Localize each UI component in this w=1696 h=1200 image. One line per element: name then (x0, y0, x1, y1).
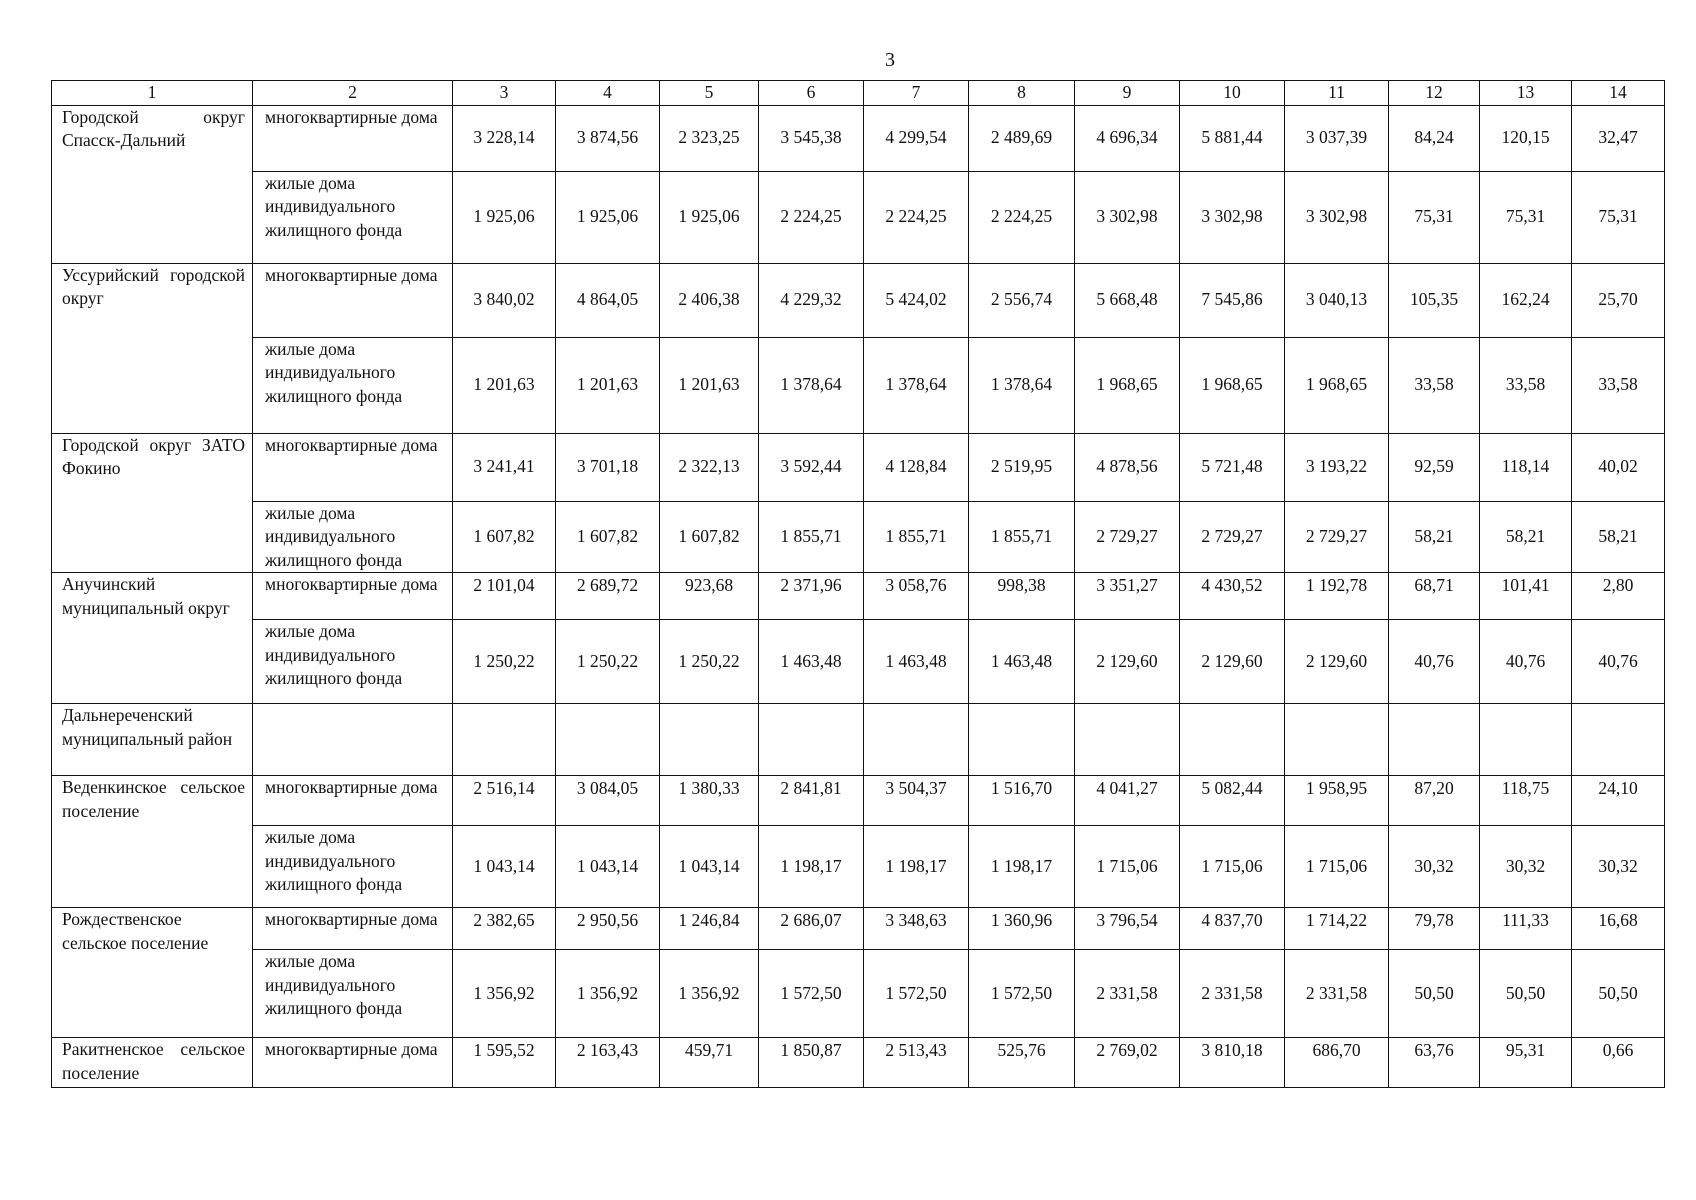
value-cell: 5 668,48 (1075, 263, 1180, 337)
value-cell: 40,76 (1572, 620, 1665, 704)
value-cell: 998,38 (969, 573, 1075, 620)
municipality-name: Дальнереченский муниципальный район (52, 704, 253, 776)
empty-cell (1180, 704, 1285, 776)
value-cell: 40,02 (1572, 433, 1665, 501)
housing-type: жилые дома индивидуального жилищного фонда (253, 501, 453, 573)
value-cell: 79,78 (1389, 908, 1480, 950)
value-cell: 2 101,04 (453, 573, 556, 620)
value-cell: 1 360,96 (969, 908, 1075, 950)
value-cell: 1 607,82 (556, 501, 660, 573)
value-cell: 1 572,50 (864, 950, 969, 1038)
header-cell: 10 (1180, 81, 1285, 106)
value-cell: 1 715,06 (1075, 826, 1180, 908)
value-cell: 1 925,06 (556, 171, 660, 263)
value-cell: 87,20 (1389, 776, 1480, 826)
municipality-name: Городской округ ЗАТО Фокино (52, 433, 253, 573)
housing-type: многоквартирные дома (253, 1038, 453, 1088)
header-cell: 12 (1389, 81, 1480, 106)
table-body (52, 81, 1665, 1088)
value-cell: 3 084,05 (556, 776, 660, 826)
value-cell: 2 406,38 (660, 263, 759, 337)
value-cell: 2 489,69 (969, 105, 1075, 171)
value-cell: 2 689,72 (556, 573, 660, 620)
value-cell: 30,32 (1389, 826, 1480, 908)
header-cell: 5 (660, 81, 759, 106)
header-cell: 7 (864, 81, 969, 106)
empty-cell (1389, 704, 1480, 776)
value-cell: 63,76 (1389, 1038, 1480, 1088)
value-cell: 686,70 (1285, 1038, 1389, 1088)
value-cell: 105,35 (1389, 263, 1480, 337)
value-cell: 1 516,70 (969, 776, 1075, 826)
housing-type: многоквартирные дома (253, 105, 453, 171)
value-cell: 3 701,18 (556, 433, 660, 501)
value-cell: 1 572,50 (969, 950, 1075, 1038)
value-cell: 1 198,17 (864, 826, 969, 908)
header-cell: 6 (759, 81, 864, 106)
value-cell: 33,58 (1572, 337, 1665, 433)
value-cell: 1 855,71 (969, 501, 1075, 573)
value-cell: 1 043,14 (556, 826, 660, 908)
value-cell: 68,71 (1389, 573, 1480, 620)
empty-cell (556, 704, 660, 776)
value-cell: 2 129,60 (1285, 620, 1389, 704)
value-cell: 1 192,78 (1285, 573, 1389, 620)
value-cell: 3 302,98 (1075, 171, 1180, 263)
value-cell: 4 229,32 (759, 263, 864, 337)
value-cell: 2 163,43 (556, 1038, 660, 1088)
value-cell: 3 351,27 (1075, 573, 1180, 620)
value-cell: 58,21 (1389, 501, 1480, 573)
value-cell: 3 874,56 (556, 105, 660, 171)
value-cell: 4 878,56 (1075, 433, 1180, 501)
empty-cell (660, 704, 759, 776)
header-cell: 2 (253, 81, 453, 106)
value-cell: 1 201,63 (453, 337, 556, 433)
value-cell: 459,71 (660, 1038, 759, 1088)
header-cell: 9 (1075, 81, 1180, 106)
value-cell: 2 331,58 (1180, 950, 1285, 1038)
value-cell: 16,68 (1572, 908, 1665, 950)
value-cell: 1 201,63 (660, 337, 759, 433)
value-cell: 1 250,22 (453, 620, 556, 704)
housing-type: многоквартирные дома (253, 433, 453, 501)
value-cell: 3 037,39 (1285, 105, 1389, 171)
value-cell: 101,41 (1480, 573, 1572, 620)
table-row (52, 573, 1665, 620)
value-cell: 2 729,27 (1075, 501, 1180, 573)
value-cell: 40,76 (1389, 620, 1480, 704)
value-cell: 92,59 (1389, 433, 1480, 501)
value-cell: 1 855,71 (759, 501, 864, 573)
value-cell: 1 246,84 (660, 908, 759, 950)
value-cell: 3 040,13 (1285, 263, 1389, 337)
value-cell: 33,58 (1389, 337, 1480, 433)
value-cell: 5 082,44 (1180, 776, 1285, 826)
housing-type: многоквартирные дома (253, 573, 453, 620)
value-cell: 1 715,06 (1285, 826, 1389, 908)
value-cell: 2 331,58 (1285, 950, 1389, 1038)
value-cell: 3 592,44 (759, 433, 864, 501)
value-cell: 4 041,27 (1075, 776, 1180, 826)
table-row (52, 105, 1665, 171)
value-cell: 1 607,82 (453, 501, 556, 573)
value-cell: 2 331,58 (1075, 950, 1180, 1038)
value-cell: 2 769,02 (1075, 1038, 1180, 1088)
page-number: 3 (885, 49, 895, 71)
table-row (52, 501, 1665, 573)
value-cell: 1 572,50 (759, 950, 864, 1038)
municipality-name: Городской округ Спасск-Дальний (52, 105, 253, 263)
value-cell: 4 864,05 (556, 263, 660, 337)
value-cell: 2 729,27 (1180, 501, 1285, 573)
value-cell: 2 516,14 (453, 776, 556, 826)
value-cell: 2 224,25 (864, 171, 969, 263)
table-row (52, 908, 1665, 950)
value-cell: 75,31 (1480, 171, 1572, 263)
value-cell: 1 378,64 (759, 337, 864, 433)
table-row (52, 826, 1665, 908)
value-cell: 1 356,92 (556, 950, 660, 1038)
value-cell: 2 129,60 (1075, 620, 1180, 704)
municipality-name: Ракитненское сельское поселение (52, 1038, 253, 1088)
value-cell: 3 302,98 (1180, 171, 1285, 263)
value-cell: 2 729,27 (1285, 501, 1389, 573)
housing-type: многоквартирные дома (253, 776, 453, 826)
value-cell: 1 380,33 (660, 776, 759, 826)
value-cell: 1 198,17 (969, 826, 1075, 908)
value-cell: 1 855,71 (864, 501, 969, 573)
value-cell: 1 958,95 (1285, 776, 1389, 826)
value-cell: 3 348,63 (864, 908, 969, 950)
value-cell: 4 128,84 (864, 433, 969, 501)
value-cell: 75,31 (1389, 171, 1480, 263)
value-cell: 2 382,65 (453, 908, 556, 950)
value-cell: 1 968,65 (1075, 337, 1180, 433)
value-cell: 1 201,63 (556, 337, 660, 433)
value-cell: 1 925,06 (660, 171, 759, 263)
value-cell: 1 356,92 (453, 950, 556, 1038)
housing-type: жилые дома индивидуального жилищного фонда (253, 337, 453, 433)
value-cell: 50,50 (1389, 950, 1480, 1038)
value-cell: 50,50 (1480, 950, 1572, 1038)
value-cell: 30,32 (1572, 826, 1665, 908)
housing-type: жилые дома индивидуального жилищного фонда (253, 171, 453, 263)
housing-type: жилые дома индивидуального жилищного фонда (253, 950, 453, 1038)
empty-cell (1480, 704, 1572, 776)
header-cell: 11 (1285, 81, 1389, 106)
header-cell: 8 (969, 81, 1075, 106)
empty-cell (453, 704, 556, 776)
value-cell: 1 715,06 (1180, 826, 1285, 908)
value-cell: 4 430,52 (1180, 573, 1285, 620)
value-cell: 923,68 (660, 573, 759, 620)
value-cell: 3 241,41 (453, 433, 556, 501)
value-cell: 5 721,48 (1180, 433, 1285, 501)
value-cell: 1 850,87 (759, 1038, 864, 1088)
value-cell: 162,24 (1480, 263, 1572, 337)
empty-cell (864, 704, 969, 776)
value-cell: 1 043,14 (453, 826, 556, 908)
value-cell: 1 250,22 (556, 620, 660, 704)
value-cell: 3 058,76 (864, 573, 969, 620)
value-cell: 3 796,54 (1075, 908, 1180, 950)
value-cell: 1 463,48 (969, 620, 1075, 704)
value-cell: 2 323,25 (660, 105, 759, 171)
header-cell: 3 (453, 81, 556, 106)
empty-cell (1075, 704, 1180, 776)
tariff-table (51, 80, 1665, 1088)
housing-type: многоквартирные дома (253, 263, 453, 337)
header-cell: 13 (1480, 81, 1572, 106)
table-row (52, 620, 1665, 704)
value-cell: 25,70 (1572, 263, 1665, 337)
value-cell: 3 302,98 (1285, 171, 1389, 263)
value-cell: 3 504,37 (864, 776, 969, 826)
value-cell: 84,24 (1389, 105, 1480, 171)
value-cell: 24,10 (1572, 776, 1665, 826)
value-cell: 1 968,65 (1180, 337, 1285, 433)
header-cell: 4 (556, 81, 660, 106)
value-cell: 1 250,22 (660, 620, 759, 704)
value-cell: 1 463,48 (759, 620, 864, 704)
value-cell: 2 519,95 (969, 433, 1075, 501)
value-cell: 4 837,70 (1180, 908, 1285, 950)
empty-cell (969, 704, 1075, 776)
value-cell: 2 556,74 (969, 263, 1075, 337)
empty-cell (253, 704, 453, 776)
value-cell: 1 968,65 (1285, 337, 1389, 433)
value-cell: 1 043,14 (660, 826, 759, 908)
header-row (52, 81, 1665, 106)
table-row (52, 263, 1665, 337)
municipality-name: Уссурийский городской округ (52, 263, 253, 433)
value-cell: 120,15 (1480, 105, 1572, 171)
value-cell: 525,76 (969, 1038, 1075, 1088)
value-cell: 2 686,07 (759, 908, 864, 950)
value-cell: 5 424,02 (864, 263, 969, 337)
value-cell: 118,14 (1480, 433, 1572, 501)
value-cell: 3 810,18 (1180, 1038, 1285, 1088)
value-cell: 50,50 (1572, 950, 1665, 1038)
value-cell: 3 545,38 (759, 105, 864, 171)
value-cell: 2 371,96 (759, 573, 864, 620)
value-cell: 1 595,52 (453, 1038, 556, 1088)
housing-type: многоквартирные дома (253, 908, 453, 950)
value-cell: 1 356,92 (660, 950, 759, 1038)
value-cell: 3 840,02 (453, 263, 556, 337)
value-cell: 32,47 (1572, 105, 1665, 171)
value-cell: 30,32 (1480, 826, 1572, 908)
value-cell: 40,76 (1480, 620, 1572, 704)
value-cell: 2 224,25 (969, 171, 1075, 263)
table-row (52, 776, 1665, 826)
value-cell: 1 463,48 (864, 620, 969, 704)
value-cell: 3 228,14 (453, 105, 556, 171)
value-cell: 1 607,82 (660, 501, 759, 573)
municipality-name: Веденкинское сельское поселение (52, 776, 253, 908)
table-row (52, 704, 1665, 776)
value-cell: 111,33 (1480, 908, 1572, 950)
value-cell: 58,21 (1572, 501, 1665, 573)
empty-cell (1572, 704, 1665, 776)
value-cell: 5 881,44 (1180, 105, 1285, 171)
housing-type: жилые дома индивидуального жилищного фонда (253, 620, 453, 704)
value-cell: 0,66 (1572, 1038, 1665, 1088)
value-cell: 2,80 (1572, 573, 1665, 620)
value-cell: 2 950,56 (556, 908, 660, 950)
value-cell: 118,75 (1480, 776, 1572, 826)
empty-cell (1285, 704, 1389, 776)
value-cell: 1 378,64 (864, 337, 969, 433)
value-cell: 75,31 (1572, 171, 1665, 263)
value-cell: 58,21 (1480, 501, 1572, 573)
table-row (52, 337, 1665, 433)
municipality-name: Рождественское сельское поселение (52, 908, 253, 1038)
value-cell: 1 198,17 (759, 826, 864, 908)
value-cell: 95,31 (1480, 1038, 1572, 1088)
value-cell: 2 322,13 (660, 433, 759, 501)
value-cell: 33,58 (1480, 337, 1572, 433)
table-row (52, 1038, 1665, 1088)
header-cell: 14 (1572, 81, 1665, 106)
table-row (52, 171, 1665, 263)
value-cell: 2 841,81 (759, 776, 864, 826)
value-cell: 1 378,64 (969, 337, 1075, 433)
value-cell: 4 299,54 (864, 105, 969, 171)
value-cell: 2 513,43 (864, 1038, 969, 1088)
value-cell: 1 714,22 (1285, 908, 1389, 950)
value-cell: 2 129,60 (1180, 620, 1285, 704)
value-cell: 1 925,06 (453, 171, 556, 263)
value-cell: 2 224,25 (759, 171, 864, 263)
value-cell: 3 193,22 (1285, 433, 1389, 501)
table-row (52, 950, 1665, 1038)
housing-type: жилые дома индивидуального жилищного фонда (253, 826, 453, 908)
table-row (52, 433, 1665, 501)
municipality-name: Анучинский муниципальный округ (52, 573, 253, 704)
header-cell: 1 (52, 81, 253, 106)
value-cell: 4 696,34 (1075, 105, 1180, 171)
empty-cell (759, 704, 864, 776)
value-cell: 7 545,86 (1180, 263, 1285, 337)
